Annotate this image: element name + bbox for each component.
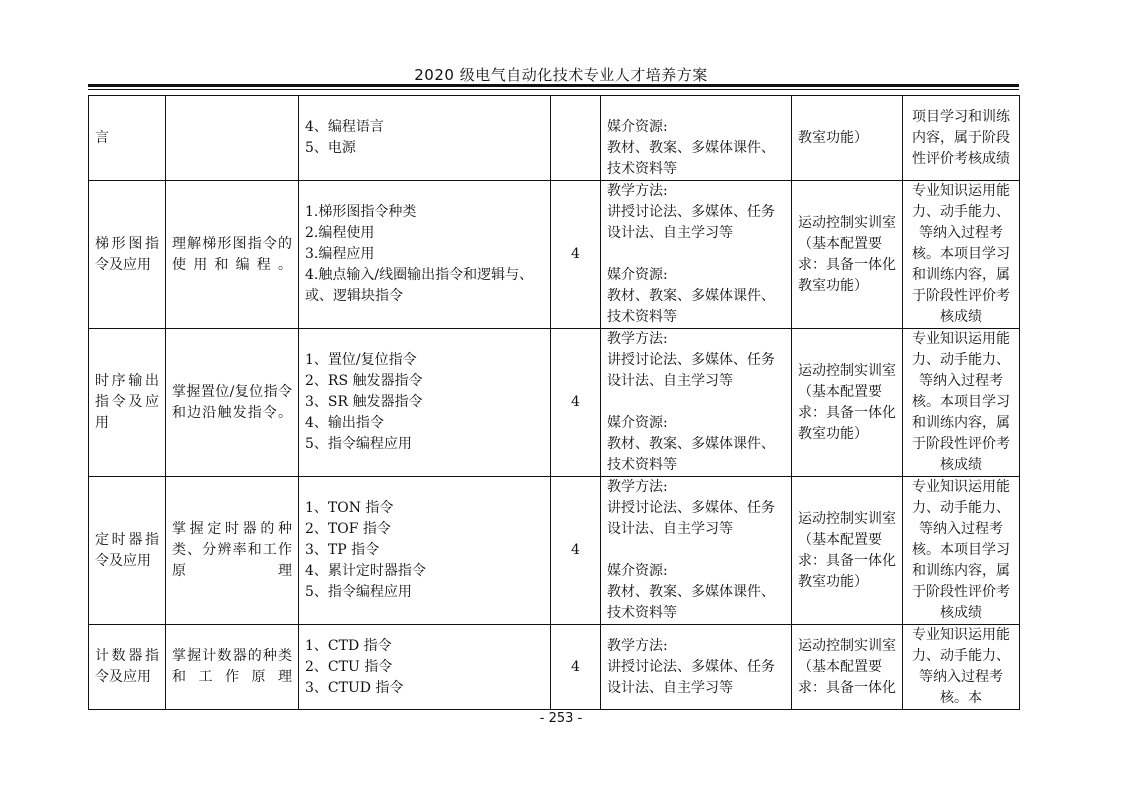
media-text: 教材、教案、多媒体课件、技术资料等: [607, 436, 775, 473]
hours-cell: 4: [551, 181, 601, 329]
media-label: 媒介资源:: [607, 119, 668, 135]
content-cell: [299, 329, 551, 477]
conditions-cell: 运动控制实训室（基本配置要求：具备一体化: [792, 625, 903, 710]
content-line: 3、TP 指令: [305, 542, 380, 558]
content-line: 1、CTD 指令: [305, 637, 392, 654]
methods-cell: [601, 329, 792, 477]
methods-text: 讲授讨论法、多媒体、任务设计法、自主学习等: [607, 500, 775, 537]
media-label: 媒介资源:: [607, 563, 668, 579]
evaluation-cell: 专业知识运用能力、动手能力、等纳入过程考核。本项目学习和训练内容，属于阶段性评价考核成绩: [903, 181, 1020, 329]
media-label: 媒介资源:: [607, 415, 668, 431]
content-line: 4、累计定时器指令: [305, 563, 426, 579]
methods-cell: [601, 181, 792, 329]
media-text: 教材、教案、多媒体课件、技术资料等: [607, 140, 775, 177]
evaluation-cell: 项目学习和训练内容，属于阶段性评价考核成绩: [903, 96, 1020, 181]
methods-label: 教学方法:: [607, 183, 668, 199]
goal-cell: 理解梯形图指令的使用和编程。: [166, 181, 299, 329]
media-text: 教材、教案、多媒体课件、技术资料等: [607, 584, 775, 621]
topic-cell: 定时器指令及应用: [89, 477, 166, 625]
methods-text: 讲授讨论法、多媒体、任务设计法、自主学习等: [607, 658, 775, 696]
content-cell: [299, 96, 551, 181]
topic-cell: 梯形图指令及应用: [89, 181, 166, 329]
content-line: 2、CTU 指令: [305, 658, 393, 675]
content-line: 1、置位/复位指令: [305, 352, 417, 368]
evaluation-cell: 专业知识运用能力、动手能力、等纳入过程考核。本项目学习和训练内容，属于阶段性评价考核成绩: [903, 329, 1020, 477]
course-plan-table: [88, 95, 1020, 710]
media-label: 媒介资源:: [607, 267, 668, 283]
content-line: 3、CTUD 指令: [305, 679, 404, 696]
conditions-cell: 教室功能）: [792, 96, 903, 181]
topic-cell: 言: [89, 96, 166, 181]
header-rule-thick: [88, 84, 1019, 87]
hours-cell: 4: [551, 477, 601, 625]
content-cell: [299, 477, 551, 625]
methods-text: 讲授讨论法、多媒体、任务设计法、自主学习等: [607, 204, 775, 241]
conditions-cell: 运动控制实训室（基本配置要求：具备一体化教室功能）: [792, 329, 903, 477]
methods-label: 教学方法:: [607, 331, 668, 347]
goal-cell: [166, 96, 299, 181]
content-line: 5、电源: [305, 140, 356, 156]
topic-cell: 计数器指令及应用: [89, 625, 166, 710]
content-line: 2、TOF 指令: [305, 521, 391, 537]
methods-cell: [601, 477, 792, 625]
content-line: 1、TON 指令: [305, 500, 394, 516]
hours-cell: 4: [551, 329, 601, 477]
content-line: 1.梯形图指令种类: [305, 204, 417, 220]
conditions-cell: 运动控制实训室（基本配置要求：具备一体化教室功能）: [792, 181, 903, 329]
methods-label: 教学方法:: [607, 637, 668, 654]
content-line: 2.编程使用: [305, 225, 375, 241]
content-line: 5、指令编程应用: [305, 584, 412, 600]
content-line: 2、RS 触发器指令: [305, 373, 423, 389]
goal-cell: 掌握定时器的种类、分辨率和工作原理: [166, 477, 299, 625]
hours-cell: 4: [551, 625, 601, 710]
evaluation-cell: 专业知识运用能力、动手能力、等纳入过程考核。本项目学习和训练内容，属于阶段性评价考核成绩: [903, 477, 1020, 625]
methods-label: 教学方法:: [607, 479, 668, 495]
content-line: 4.触点输入/线圈输出指令和逻辑与、或、逻辑块指令: [305, 267, 534, 304]
methods-text: 讲授讨论法、多媒体、任务设计法、自主学习等: [607, 352, 775, 389]
conditions-cell: 运动控制实训室（基本配置要求：具备一体化教室功能）: [792, 477, 903, 625]
methods-cell: [601, 625, 792, 710]
media-text: 教材、教案、多媒体课件、技术资料等: [607, 288, 775, 325]
table-row: [89, 181, 1020, 329]
methods-cell: [601, 96, 792, 181]
content-cell: [299, 181, 551, 329]
goal-cell: 掌握置位/复位指令和边沿触发指令。: [166, 329, 299, 477]
content-line: 3.编程应用: [305, 246, 375, 262]
goal-cell: 掌握计数器的种类和工作原理: [166, 625, 299, 710]
header-rule-thin: [88, 89, 1019, 90]
table-row: [89, 477, 1020, 625]
evaluation-cell: 专业知识运用能力、动手能力、等纳入过程考核。本: [903, 625, 1020, 710]
page-number: - 253 -: [539, 711, 583, 726]
hours-cell: [551, 96, 601, 181]
content-line: 4、编程语言: [305, 119, 384, 135]
content-line: 3、SR 触发器指令: [305, 394, 423, 410]
table-row: [89, 625, 1020, 710]
topic-cell: 时序输出指令及应用: [89, 329, 166, 477]
content-line: 4、输出指令: [305, 415, 384, 431]
content-cell: [299, 625, 551, 710]
table-row: [89, 329, 1020, 477]
page-title: 2020 级电气自动化技术专业人才培养方案: [414, 66, 708, 84]
content-line: 5、指令编程应用: [305, 436, 412, 452]
table-row: [89, 96, 1020, 181]
